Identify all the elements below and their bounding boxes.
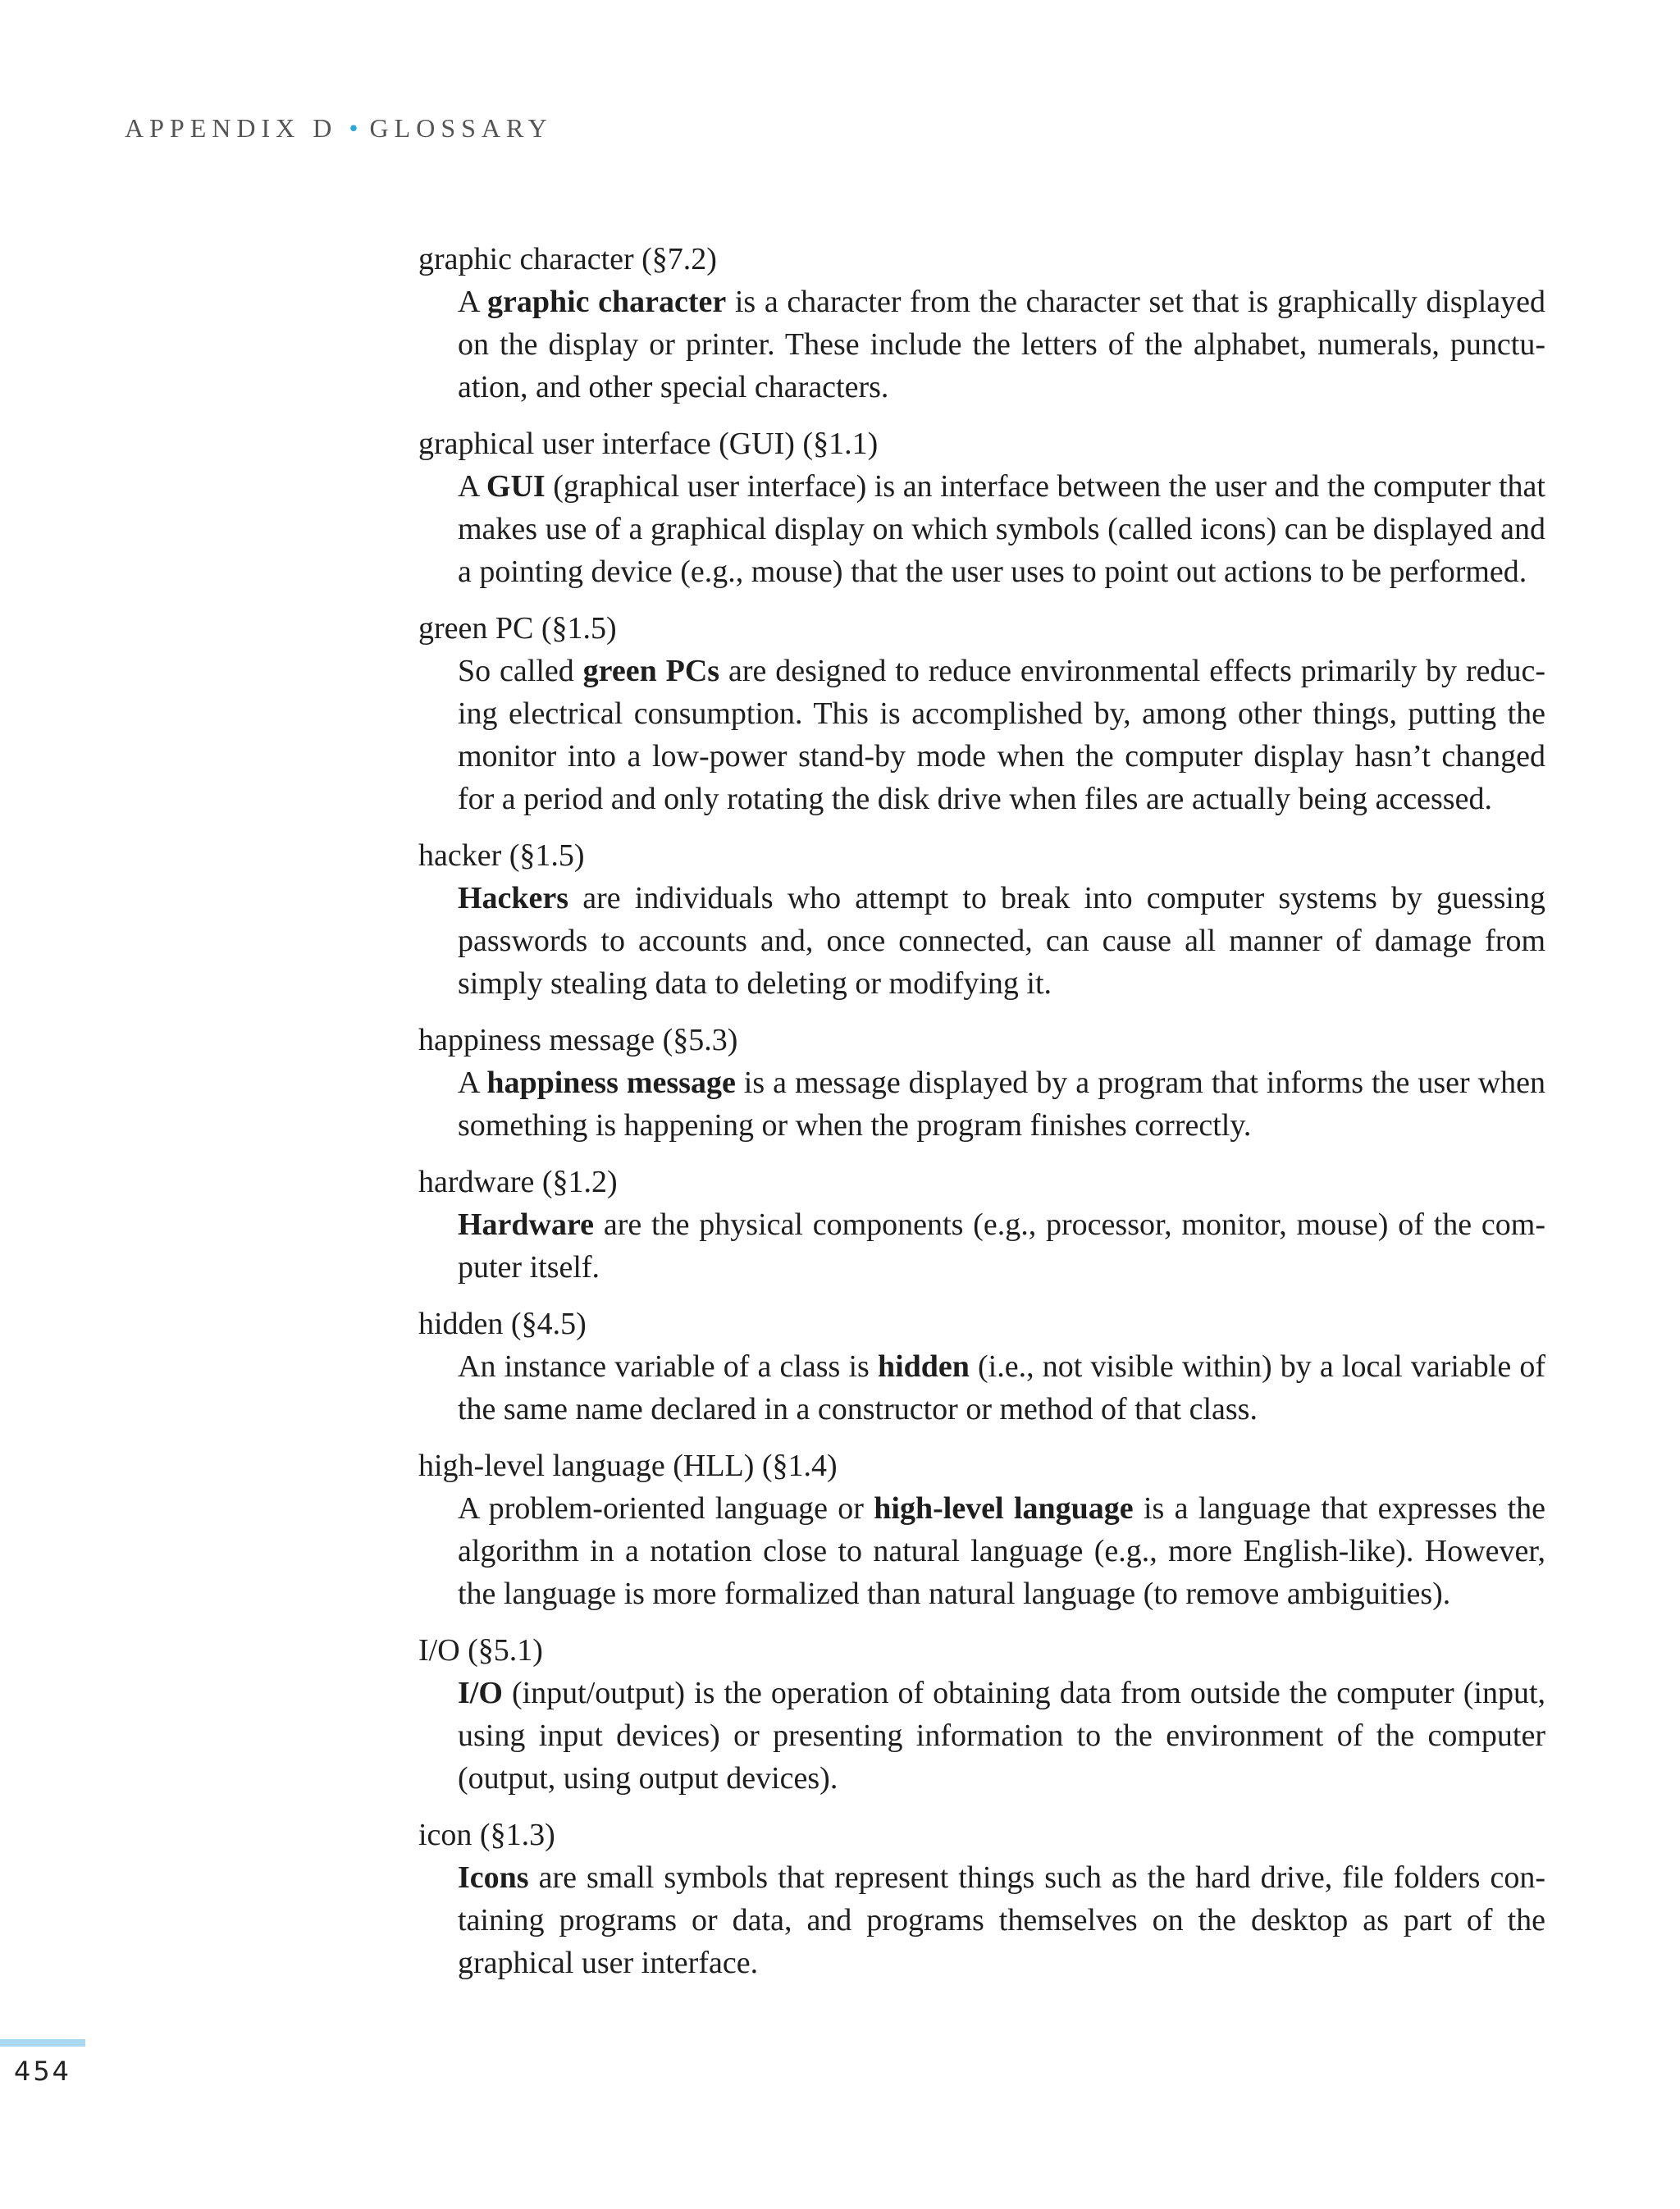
running-head (125, 113, 553, 144)
glossary-definition: I/O (input/output) is the operation of obtaining data from outside the computer (input, using input devices) or presenting information to the environment of the computer (output, using output devices). (458, 1676, 1545, 1796)
glossary-entry (418, 1629, 1545, 1800)
glossary-definition: A graphic character is a character from the character set that is graphically displayed on the display or printer. These include the letters of the alphabet, numerals, punctuation, and other special characters. (458, 285, 1545, 404)
glossary-entry (418, 1161, 1545, 1289)
glossary-entry (418, 1303, 1545, 1431)
glossary-definition: So called green PCs are designed to reduce environmental effects primarily by reducing electrical consumption. This is accomplished by, among other things, putting the monitor into a low-power stand-by mode when the computer display hasn’t changed for a period and only rotating the disk drive when files are actually being accessed. (458, 654, 1545, 816)
glossary-definition: A GUI (graphical user interface) is an interface between the user and the computer that makes use of a graphical display on which symbols (called icons) can be displayed and a pointing device (e.g., mouse) that the user uses to point out actions to be performed. (458, 469, 1545, 589)
page-number: 454 (13, 2056, 72, 2087)
glossary-definition: Hackers are individuals who attempt to break into computer systems by guessing passwords to accounts and, once connected, can cause all manner of damage from simply stealing data to deleting or modifying it. (458, 881, 1545, 1001)
glossary-term: happiness message (§5.3) (418, 1023, 738, 1057)
glossary-entry (418, 1814, 1545, 1984)
defined-term: Icons (458, 1860, 529, 1895)
defined-term: happiness message (486, 1066, 736, 1100)
glossary-definition: Icons are small symbols that represent things such as the hard drive, file folders containing programs or data, and programs themselves on the desktop as part of the graphical user interface. (458, 1860, 1545, 1980)
glossary-entry (418, 422, 1545, 593)
glossary-entry (418, 607, 1545, 820)
glossary-term: graphic character (§7.2) (418, 242, 717, 276)
glossary-term: high-level language (HLL) (§1.4) (418, 1449, 838, 1483)
glossary-entry (418, 238, 1545, 408)
defined-term: Hackers (458, 881, 569, 915)
defined-term: GUI (486, 469, 546, 504)
glossary-definition: Hardware are the physical components (e.g., processor, monitor, mouse) of the computer itself. (458, 1207, 1545, 1285)
defined-term: I/O (458, 1676, 503, 1710)
defined-term: high-level language (874, 1491, 1134, 1526)
glossary-entry (418, 834, 1545, 1005)
defined-term: hidden (877, 1349, 970, 1384)
glossary-list (418, 238, 1545, 1998)
running-head-appendix: APPENDIX D (125, 113, 338, 143)
glossary-term: hacker (§1.5) (418, 838, 585, 873)
defined-term: graphic character (486, 285, 727, 319)
defined-term: Hardware (458, 1207, 595, 1242)
defined-term: green PCs (582, 654, 720, 688)
glossary-entry (418, 1019, 1545, 1147)
glossary-term: I/O (§5.1) (418, 1633, 543, 1668)
glossary-term: hardware (§1.2) (418, 1165, 618, 1199)
page-number-rule (0, 2039, 85, 2047)
glossary-definition: An instance variable of a class is hidden (i.e., not visible within) by a local variable of the same name declared in a constructor or method of that class. (458, 1349, 1546, 1426)
glossary-definition: A problem-oriented language or high-level language is a language that expresses the algorithm in a notation close to natural language (e.g., more English-like). However, the language is more formalized than natural language (to remove ambiguities). (458, 1491, 1546, 1611)
glossary-term: icon (§1.3) (418, 1818, 555, 1852)
glossary-definition: A happiness message is a message displayed by a program that informs the user when something is happening or when the program finishes correctly. (458, 1066, 1545, 1143)
glossary-entry (418, 1445, 1545, 1615)
glossary-term: graphical user interface (GUI) (§1.1) (418, 427, 879, 461)
running-head-section: GLOSSARY (369, 113, 553, 143)
glossary-term: hidden (§4.5) (418, 1307, 587, 1341)
running-head-bullet: • (349, 113, 358, 143)
glossary-term: green PC (§1.5) (418, 611, 617, 646)
